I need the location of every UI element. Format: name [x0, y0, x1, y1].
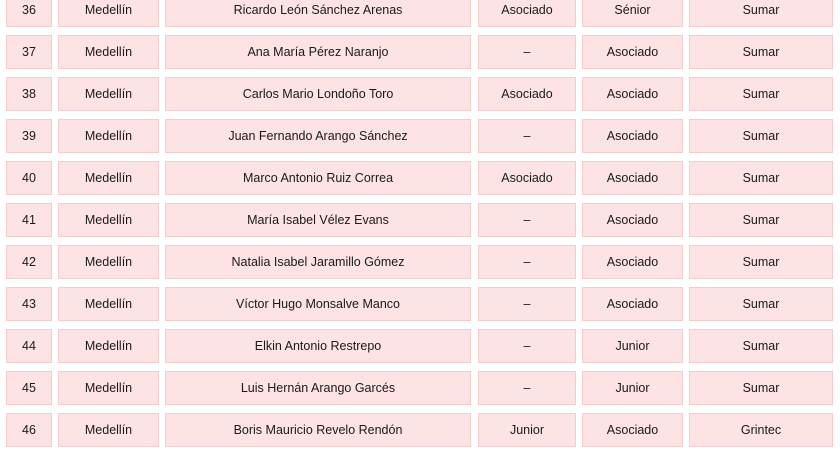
row-number-cell: 45 — [6, 371, 52, 405]
affiliation-cell: Sumar — [689, 287, 833, 321]
affiliation-cell: Sumar — [689, 161, 833, 195]
table-row — [0, 371, 840, 405]
level-cell: Asociado — [582, 161, 683, 195]
affiliation-cell: Sumar — [689, 77, 833, 111]
affiliation-cell: Sumar — [689, 119, 833, 153]
level-cell: Junior — [582, 371, 683, 405]
name-cell: Ana María Pérez Naranjo — [165, 35, 471, 69]
category-cell: – — [478, 329, 576, 363]
name-cell: Víctor Hugo Monsalve Manco — [165, 287, 471, 321]
row-number-cell: 46 — [6, 413, 52, 447]
affiliation-cell: Sumar — [689, 0, 833, 27]
row-number-cell: 40 — [6, 161, 52, 195]
table-row — [0, 287, 840, 321]
category-cell: Asociado — [478, 0, 576, 27]
table-row — [0, 35, 840, 69]
affiliation-cell: Sumar — [689, 245, 833, 279]
name-cell: Ricardo León Sánchez Arenas — [165, 0, 471, 27]
affiliation-cell: Sumar — [689, 371, 833, 405]
row-number-cell: 39 — [6, 119, 52, 153]
name-cell: Juan Fernando Arango Sánchez — [165, 119, 471, 153]
category-cell: – — [478, 287, 576, 321]
city-cell: Medellín — [58, 0, 159, 27]
name-cell: Carlos Mario Londoño Toro — [165, 77, 471, 111]
name-cell: Marco Antonio Ruiz Correa — [165, 161, 471, 195]
category-cell: Asociado — [478, 161, 576, 195]
city-cell: Medellín — [58, 371, 159, 405]
category-cell: Junior — [478, 413, 576, 447]
city-cell: Medellín — [58, 161, 159, 195]
category-cell: Asociado — [478, 77, 576, 111]
level-cell: Asociado — [582, 35, 683, 69]
table-row — [0, 413, 840, 447]
row-number-cell: 44 — [6, 329, 52, 363]
affiliation-cell: Grintec — [689, 413, 833, 447]
level-cell: Asociado — [582, 287, 683, 321]
level-cell: Asociado — [582, 245, 683, 279]
table-row — [0, 203, 840, 237]
name-cell: Elkin Antonio Restrepo — [165, 329, 471, 363]
city-cell: Medellín — [58, 203, 159, 237]
row-number-cell: 38 — [6, 77, 52, 111]
name-cell: María Isabel Vélez Evans — [165, 203, 471, 237]
city-cell: Medellín — [58, 287, 159, 321]
affiliation-cell: Sumar — [689, 35, 833, 69]
affiliation-cell: Sumar — [689, 329, 833, 363]
category-cell: – — [478, 203, 576, 237]
row-number-cell: 43 — [6, 287, 52, 321]
category-cell: – — [478, 119, 576, 153]
city-cell: Medellín — [58, 245, 159, 279]
row-number-cell: 42 — [6, 245, 52, 279]
city-cell: Medellín — [58, 119, 159, 153]
level-cell: Asociado — [582, 203, 683, 237]
row-number-cell: 36 — [6, 0, 52, 27]
level-cell: Asociado — [582, 77, 683, 111]
name-cell: Natalia Isabel Jaramillo Gómez — [165, 245, 471, 279]
category-cell: – — [478, 35, 576, 69]
table-row — [0, 119, 840, 153]
row-number-cell: 37 — [6, 35, 52, 69]
level-cell: Asociado — [582, 413, 683, 447]
table-row — [0, 0, 840, 27]
level-cell: Junior — [582, 329, 683, 363]
affiliation-cell: Sumar — [689, 203, 833, 237]
city-cell: Medellín — [58, 77, 159, 111]
city-cell: Medellín — [58, 329, 159, 363]
table-row — [0, 161, 840, 195]
table-row — [0, 77, 840, 111]
name-cell: Boris Mauricio Revelo Rendón — [165, 413, 471, 447]
level-cell: Asociado — [582, 119, 683, 153]
category-cell: – — [478, 245, 576, 279]
level-cell: Sénior — [582, 0, 683, 27]
city-cell: Medellín — [58, 35, 159, 69]
table-row — [0, 245, 840, 279]
name-cell: Luis Hernán Arango Garcés — [165, 371, 471, 405]
category-cell: – — [478, 371, 576, 405]
row-number-cell: 41 — [6, 203, 52, 237]
table-row — [0, 329, 840, 363]
city-cell: Medellín — [58, 413, 159, 447]
